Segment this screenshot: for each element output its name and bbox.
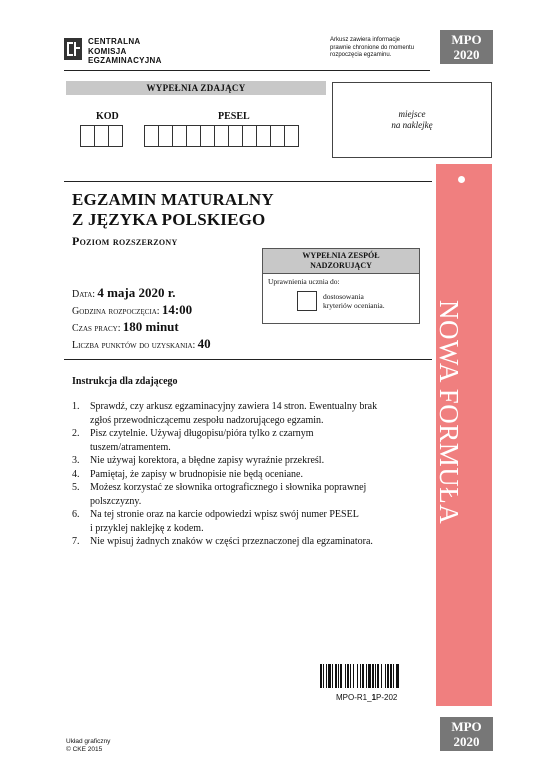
accommodations-label: Uprawnienia ucznia do: bbox=[268, 277, 340, 286]
instruction-item: 4. Pamiętaj, że zapisy w brudnopisie nie będą oceniane. bbox=[72, 468, 303, 480]
cke-logo-icon bbox=[64, 38, 82, 60]
kod-field[interactable] bbox=[80, 125, 122, 147]
exam-points: Liczba punktów do uzyskania: 40 bbox=[72, 336, 211, 351]
kod-box[interactable] bbox=[108, 125, 123, 147]
sheet-code: MPO-R1_1P-202 bbox=[336, 693, 398, 702]
sticker-area: miejsce na naklejkę bbox=[332, 82, 492, 158]
exam-code-badge-bottom: MPO 2020 bbox=[440, 717, 493, 751]
exam-start-time: Godzina rozpoczęcia: 14:00 bbox=[72, 302, 193, 317]
filled-by-student-bar: WYPEŁNIA ZDAJĄCY bbox=[66, 81, 326, 95]
instruction-item: 6. Na tej stronie oraz na karcie odpowiedzi wpisz swój numer PESEL i przyklej naklejkę z kodem. bbox=[72, 509, 359, 534]
instruction-item: 5. Możesz korzystać ze słownika ortograficznego i słownika poprawnej polszczyzny. bbox=[72, 482, 367, 507]
pesel-box[interactable] bbox=[172, 125, 187, 147]
pesel-field[interactable] bbox=[144, 125, 298, 147]
pesel-box[interactable] bbox=[186, 125, 201, 147]
pesel-box[interactable] bbox=[270, 125, 285, 147]
band-dot-icon bbox=[458, 176, 465, 183]
accommodation-option-label: dostosowania kryteriów oceniania. bbox=[323, 292, 385, 310]
instructions-list bbox=[72, 400, 412, 549]
pesel-box[interactable] bbox=[200, 125, 215, 147]
pesel-box[interactable] bbox=[284, 125, 299, 147]
instructions-divider bbox=[64, 359, 432, 360]
pesel-label: PESEL bbox=[218, 111, 250, 122]
pesel-box[interactable] bbox=[158, 125, 173, 147]
instruction-item: 7. Nie wpisuj żadnych znaków w części przeznaczonej dla egzaminatora. bbox=[72, 536, 373, 547]
supervisors-box bbox=[262, 248, 420, 324]
protection-note: Arkusz zawiera informacje prawnie chronione do momentu rozpoczęcia egzaminu. bbox=[330, 37, 415, 58]
pesel-box[interactable] bbox=[256, 125, 271, 147]
pesel-box[interactable] bbox=[242, 125, 257, 147]
pesel-box[interactable] bbox=[144, 125, 159, 147]
section-divider bbox=[64, 181, 432, 182]
instruction-item: 1. Sprawdź, czy arkusz egzaminacyjny zawiera 14 stron. Ewentualny brak zgłoś przewodniczącemu zespołu nadzorującego egzamin. bbox=[72, 401, 378, 426]
supervisors-box-header: WYPEŁNIA ZESPÓŁ NADZORUJĄCY bbox=[263, 249, 419, 274]
barcode bbox=[320, 664, 428, 688]
accommodation-checkbox[interactable] bbox=[297, 291, 317, 311]
exam-date: Data: 4 maja 2020 r. bbox=[72, 285, 176, 300]
pesel-box[interactable] bbox=[228, 125, 243, 147]
kod-label: KOD bbox=[96, 111, 119, 122]
header-divider bbox=[64, 70, 430, 71]
footer-credits: Układ graficzny © CKE 2015 bbox=[66, 738, 111, 753]
instruction-item: 3. Nie używaj korektora, a błędne zapisy wyraźnie przekreśl. bbox=[72, 455, 325, 466]
instruction-item: 2. Pisz czytelnie. Używaj długopisu/pióra tylko z czarnym tuszem/atramentem. bbox=[72, 428, 314, 453]
exam-code-badge-top: MPO 2020 bbox=[440, 30, 493, 64]
exam-level: Poziom rozszerzony bbox=[72, 234, 178, 248]
kod-box[interactable] bbox=[80, 125, 95, 147]
logo-text: CENTRALNA KOMISJA EGZAMINACYJNA bbox=[88, 37, 162, 65]
instructions-heading: Instrukcja dla zdającego bbox=[72, 376, 178, 387]
exam-duration: Czas pracy: 180 minut bbox=[72, 319, 179, 334]
exam-title: EGZAMIN MATURALNY Z JĘZYKA POLSKIEGO bbox=[72, 190, 274, 229]
new-formula-label: NOWA FORMUŁA bbox=[434, 300, 464, 525]
pesel-box[interactable] bbox=[214, 125, 229, 147]
kod-box[interactable] bbox=[94, 125, 109, 147]
